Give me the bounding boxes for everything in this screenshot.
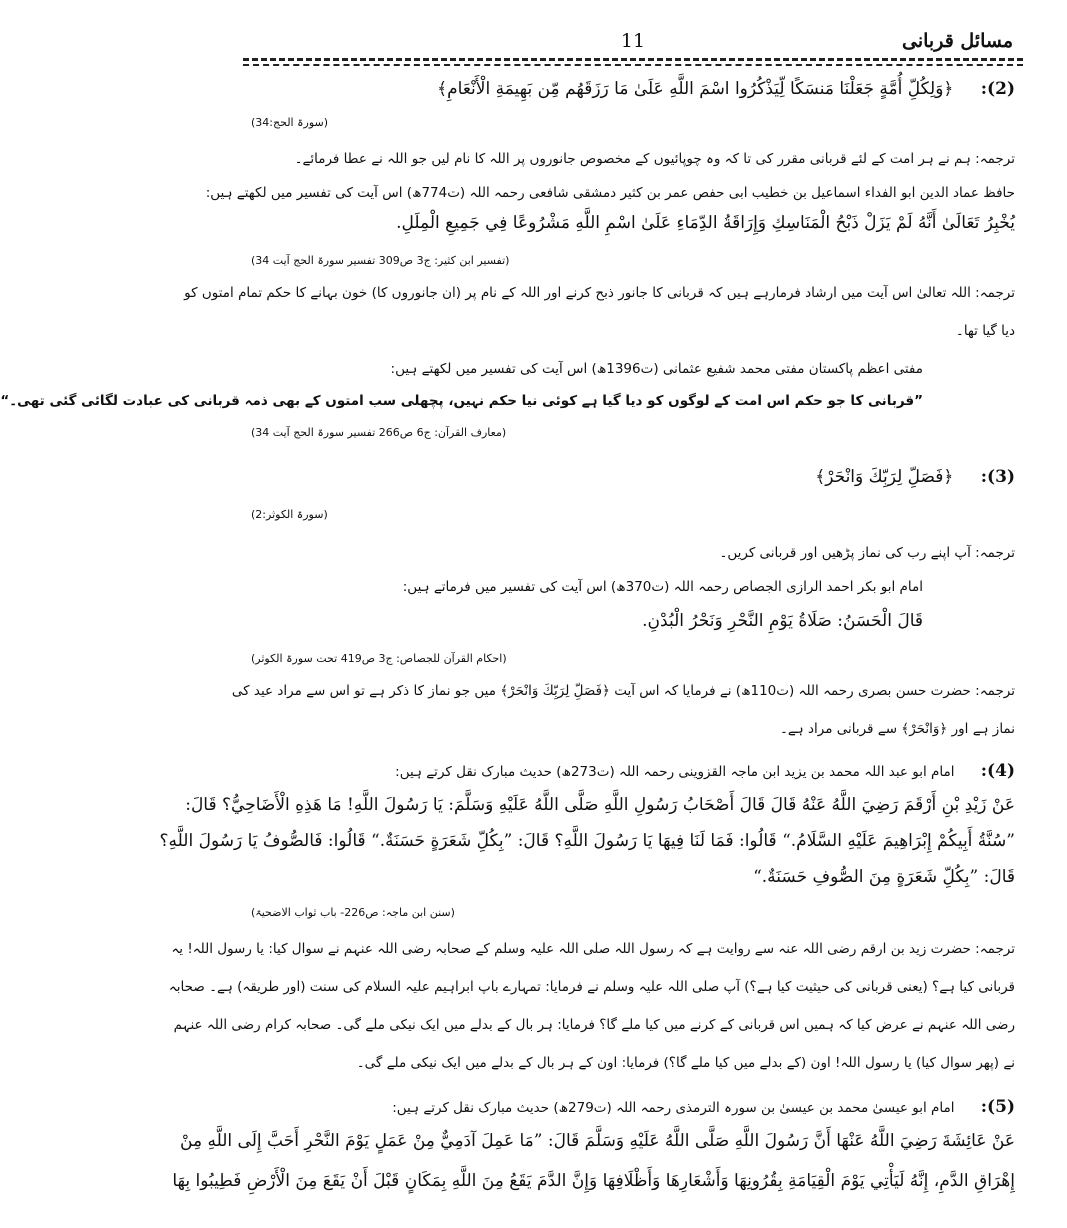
section-4-intro-line: [251, 760, 1015, 783]
translation: ترجمہ: اللہ تعالیٰ اس آیت میں ارشاد فرمارہے ہیں کہ قربانی کا جانور ذبح کرنے اور اللہ کے نام پر (ان جانوروں کا) خون بہانے کا حکم تمام امتوں کو: [184, 285, 1015, 301]
quote-reference: (تفسیر ابن کثیر: ج3 ص309 تفسیر سورۃ الحج آیت 34): [251, 254, 510, 267]
verse-reference: (سورۃ الحج:34): [251, 116, 329, 129]
translation: ترجمہ: حضرت زید بن ارقم رضی اللہ عنہ سے روایت ہے کہ رسول اللہ صلی اللہ علیہ وسلم کے صحابہ رضی اللہ عنہم نے سوال کیا: یا رسول اللہ! یہ: [171, 941, 1015, 957]
translation: نے (پھر سوال کیا) یا رسول اللہ! اون (کے بدلے میں کیا ملے گا؟) فرمایا: اون کے ہر بال کے بدلے میں ایک نیکی ملے گی۔: [356, 1055, 1015, 1071]
section-number: (5):: [980, 1097, 1015, 1117]
hadith-reference: (سنن ابن ماجہ: ص226- باب ثواب الاضحیۃ): [251, 906, 455, 919]
section-2-verse-line: [251, 76, 1015, 102]
header-divider-secondary: [243, 64, 1023, 66]
commentator-intro: حافظ عماد الدین ابو الفداء اسماعیل بن خطیب ابی حفص عمر بن کثیر دمشقی شافعی رحمہ اللہ (ت774ھ) اس آیت کی تفسیر میں لکھتے ہیں:: [205, 185, 1015, 201]
hadith-text: إِهْرَاقِ الدَّمِ، إِنَّهُ لَيَأْتِي يَوْمَ الْقِيَامَةِ بِقُرُونِهَا وَأَشْعَارِهَا وَأَظْلَافِهَا وَإِنَّ الدَّمَ يَقَعُ مِنَ اللَّهِ بِمَكَانٍ قَبْلَ أَنْ يَقَعَ مِنَ الْأَرْضِ فَطِيبُوا بِهَا: [172, 1171, 1015, 1191]
verse-reference: (سورۃ الکوثر:2): [251, 508, 328, 521]
quote-reference: (معارف القرآن: ج6 ص266 تفسیر سورۃ الحج آیت 34): [251, 426, 507, 439]
quran-verse: ﴿وَلِكُلِّ أُمَّةٍ جَعَلْنَا مَنسَكًا لِّيَذْكُرُوا اسْمَ اللَّهِ عَلَىٰ مَا رَزَقَهُم مِّن بَهِيمَةِ الْأَنْعَامِ﴾: [437, 79, 954, 99]
urdu-quote: ”قربانی کا جو حکم اس امت کے لوگوں کو دیا گیا ہے کوئی نیا حکم نہیں، پچھلی سب امتوں کے بھی ذمہ قربانی کی عبادت لگائی گئی تھی۔“: [0, 393, 923, 409]
section-5-intro-line: [251, 1096, 1015, 1119]
quote-reference: (احکام القرآن للجصاص: ج3 ص419 تحت سورۃ الکوثر): [251, 652, 507, 665]
translation: ترجمہ: حضرت حسن بصری رحمہ اللہ (ت110ھ) نے فرمایا کہ اس آیت ﴿فَصَلِّ لِرَبِّكَ وَانْحَرْ﴾ میں جو نماز کا ذکر ہے تو اس سے مراد عید کی: [231, 683, 1015, 699]
hadith-text: ”سُنَّةُ أَبِيكُمْ إِبْرَاهِيمَ عَلَيْهِ السَّلَامُ.“ قَالُوا: فَمَا لَنَا فِيهَا يَا رَسُولَ اللَّهِ؟ قَالَ: ”بِكُلِّ شَعَرَةٍ حَسَنَةٌ.“ قَالُوا: فَالصُّوفُ يَا رَسُولَ اللَّهِ؟: [159, 831, 1015, 851]
commentator-intro: امام ابو عیسیٰ محمد بن عیسیٰ بن سورہ الترمذی رحمہ اللہ (ت279ھ) حدیث مبارک نقل کرتے ہیں:: [392, 1100, 955, 1116]
hadith-text: عَنْ زَيْدِ بْنِ أَرْقَمَ رَضِيَ اللَّهُ عَنْهُ قَالَ قَالَ أَصْحَابُ رَسُولِ اللَّهِ صَلَّى اللَّهُ عَلَيْهِ وَسَلَّمَ: يَا رَسُولَ اللَّهِ! مَا هَذِهِ الْأَضَاحِيُّ؟ قَالَ:: [185, 795, 1015, 815]
header-divider: [243, 58, 1023, 61]
hadith-text: قَالَ: ”بِكُلِّ شَعَرَةٍ مِنَ الصُّوفِ حَسَنَةٌ.“: [753, 867, 1015, 887]
commentator-intro: امام ابو بکر احمد الرازی الجصاص رحمہ اللہ (ت370ھ) اس آیت کی تفسیر میں فرماتے ہیں:: [402, 579, 923, 595]
translation: رضی اللہ عنہم نے عرض کیا کہ ہمیں اس قربانی کے کرنے میں کیا ملے گا؟ فرمایا: ہر بال کے بدلے میں ایک نیکی ملے گی۔ صحابہ کرام رضی اللہ عنہم: [173, 1017, 1015, 1033]
section-number: (3):: [980, 467, 1015, 487]
arabic-quote: قَالَ الْحَسَنُ: صَلَاةُ يَوْمِ النَّحْرِ وَنَحْرُ الْبُدْنِ.: [642, 611, 923, 631]
hadith-text: عَنْ عَائِشَةَ رَضِيَ اللَّهُ عَنْهَا أَنَّ رَسُولَ اللَّهِ صَلَّى اللَّهُ عَلَيْهِ وَسَلَّمَ قَالَ: ”مَا عَمِلَ آدَمِيٌّ مِنْ عَمَلٍ يَوْمَ النَّحْرِ أَحَبَّ إِلَى اللَّهِ مِنْ: [180, 1131, 1015, 1151]
section-number: (4):: [980, 761, 1015, 781]
page-number: 11: [620, 30, 646, 52]
section-3-verse-line: [251, 464, 1015, 490]
commentator-intro: امام ابو عبد اللہ محمد بن یزید ابن ماجہ القزوینی رحمہ اللہ (ت273ھ) حدیث مبارک نقل کرتے ہیں:: [395, 764, 955, 780]
translation: ترجمہ: آپ اپنے رب کی نماز پڑھیں اور قربانی کریں۔: [719, 545, 1015, 561]
translation: نماز ہے اور ﴿وَانْحَرْ﴾ سے قربانی مراد ہے۔: [779, 721, 1015, 737]
translation: ترجمہ: ہم نے ہر امت کے لئے قربانی مقرر کی تا کہ وہ چوپائیوں کے مخصوص جانوروں پر اللہ کا نام لیں جو اللہ نے عطا فرمائے۔: [294, 151, 1015, 167]
quran-verse: ﴿فَصَلِّ لِرَبِّكَ وَانْحَرْ﴾: [815, 467, 954, 487]
translation: دیا گیا تھا۔: [955, 323, 1015, 339]
arabic-quote: يُخْبِرُ تَعَالَىٰ أَنَّهُ لَمْ يَزَلْ ذَبْحُ الْمَنَاسِكِ وَإِرَاقَةُ الدِّمَاءِ عَلَىٰ اسْمِ اللَّهِ مَشْرُوعًا فِي جَمِيعِ الْمِلَلِ.: [396, 213, 1015, 233]
section-number: (2):: [980, 79, 1015, 99]
translation: قربانی کیا ہے؟ (یعنی قربانی کی حیثیت کیا ہے؟) آپ صلی اللہ علیہ وسلم نے فرمایا: تمہارے باپ ابراہیم علیہ السلام کی سنت (اور طریقہ) ہے۔ صحابہ: [168, 979, 1015, 995]
commentator-intro: مفتی اعظم پاکستان مفتی محمد شفیع عثمانی (ت1396ھ) اس آیت کی تفسیر میں لکھتے ہیں:: [390, 361, 923, 377]
book-title: مسائل قربانی: [902, 30, 1013, 52]
